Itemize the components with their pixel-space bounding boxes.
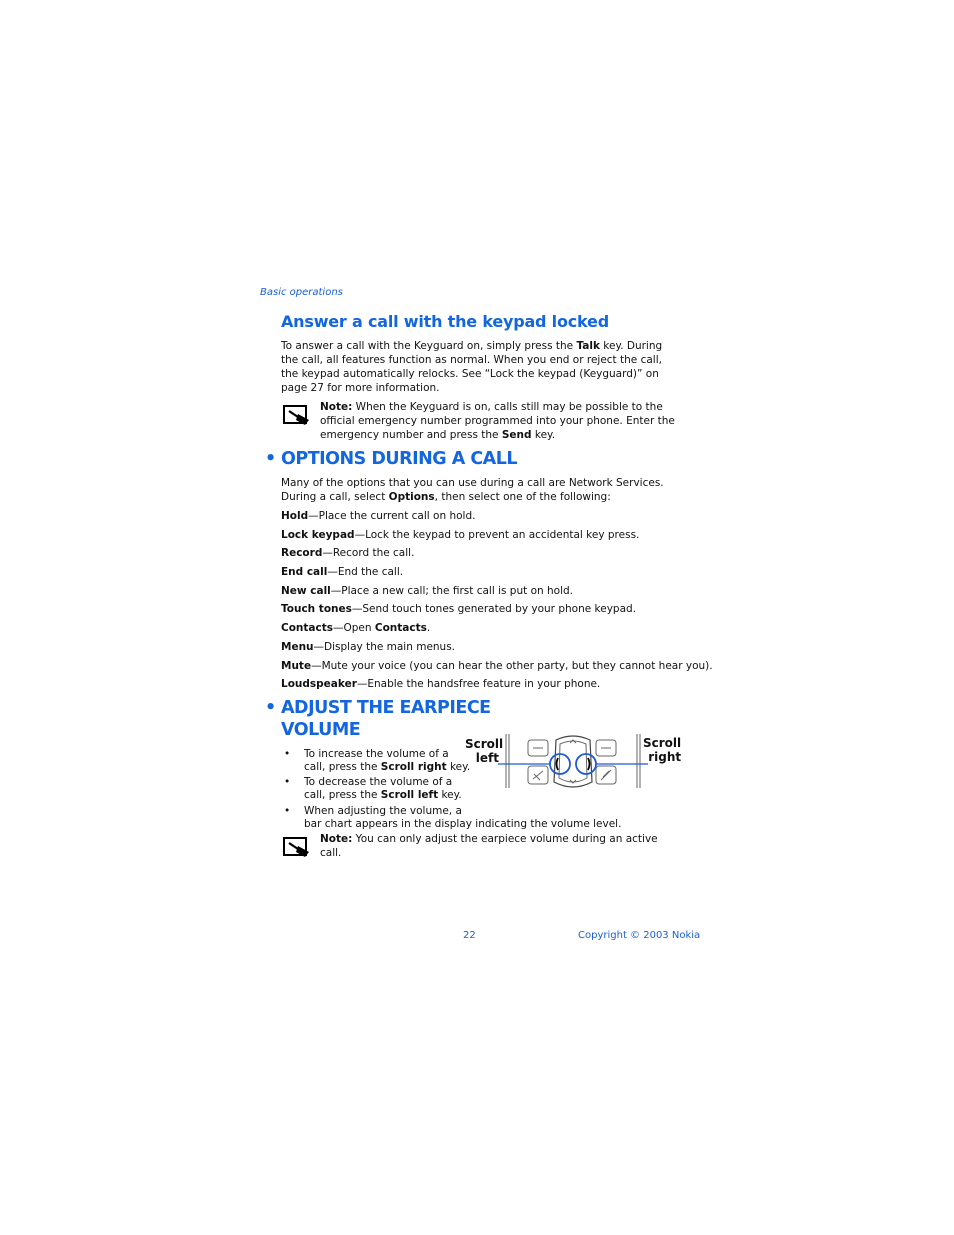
options-intro: Many of the options that you can use during a call are Network Services. During a call, select Options, then select one of the following: [281, 477, 664, 503]
option-item-loudspeaker: Loudspeaker—Enable the handsfree feature in your phone. [281, 678, 601, 690]
section-title-options: • OPTIONS DURING A CALL [265, 449, 518, 469]
copyright: Copyright © 2003 Nokia [578, 930, 701, 941]
option-item-end-call: End call—End the call. [281, 566, 404, 578]
option-item-mute: Mute—Mute your voice (you can hear the other party, but they cannot hear you). [281, 660, 713, 672]
phone-keypad-illustration [498, 730, 648, 792]
option-item-contacts: Contacts—Open Contacts. [281, 622, 431, 634]
keypad-paragraph: To answer a call with the Keyguard on, simply press the Talk key. During the call, all features function as normal. When you end or reject the call, the keypad automatically relocks. See “Lock the keypad (Keyguard)” on page 27 for more information. [281, 340, 663, 394]
callout-scroll-left: Scroll left [465, 737, 504, 765]
section-title-volume: • ADJUST THE EARPIECE VOLUME [265, 698, 491, 740]
note-icon [283, 836, 311, 858]
option-item-touch-tones: Touch tones—Send touch tones generated by your phone keypad. [281, 603, 637, 615]
callout-scroll-right: Scroll right [643, 736, 682, 764]
volume-list-item: • To decrease the volume of a call, press the Scroll left key. [284, 776, 462, 801]
option-item-menu: Menu—Display the main menus. [281, 641, 456, 653]
option-item-new-call: New call—Place a new call; the first call is put on hold. [281, 585, 573, 597]
keypad-note: Note: When the Keyguard is on, calls still may be possible to the official emergency number programmed into your phone. Enter the emergency number and press the Send key. [320, 401, 675, 441]
running-head: Basic operations [260, 287, 343, 298]
option-item-lock-keypad: Lock keypad—Lock the keypad to prevent an accidental key press. [281, 529, 640, 541]
volume-list-item: • To increase the volume of a call, press the Scroll right key. [284, 748, 471, 773]
page-number: 22 [463, 930, 476, 941]
note-icon [283, 404, 311, 426]
option-item-hold: Hold—Place the current call on hold. [281, 510, 476, 522]
volume-list-item: • When adjusting the volume, a bar chart appears in the display indicating the volume level. [284, 805, 622, 830]
volume-note: Note: You can only adjust the earpiece volume during an active call. [320, 833, 658, 859]
section-title-keypad: Answer a call with the keypad locked [281, 312, 609, 331]
option-item-record: Record—Record the call. [281, 547, 415, 559]
